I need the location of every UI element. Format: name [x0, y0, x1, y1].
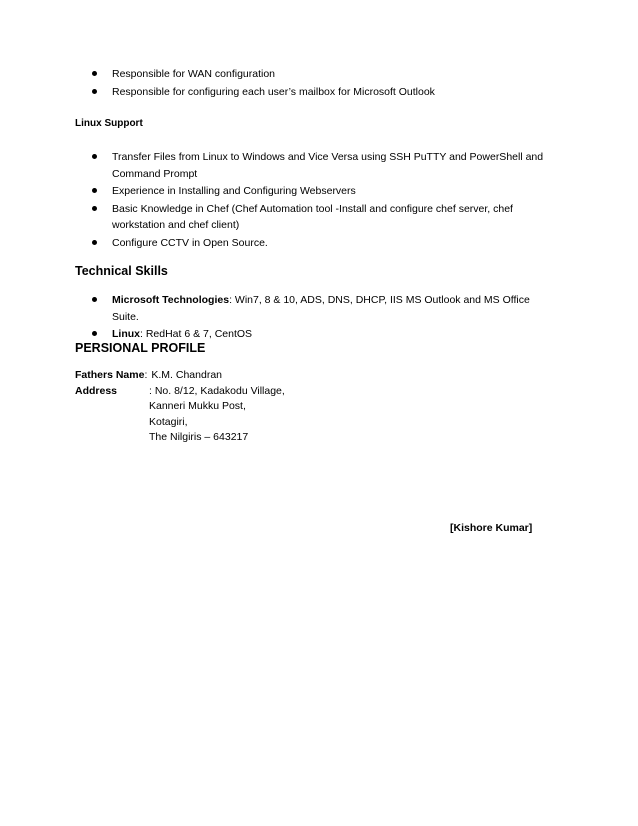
- fathers-name-value: K.M. Chandran: [151, 369, 222, 381]
- personal-profile-heading: PERSIONAL PROFILE: [75, 341, 206, 355]
- bullet-icon: [92, 188, 97, 193]
- skill-text: : Win7, 8 & 10, ADS, DNS, DHCP, IIS MS Outlook and MS Office Suite.: [112, 294, 530, 323]
- list-item: Basic Knowledge in Chef (Chef Automation tool -Install and configure chef server, chef workstation and chef client): [92, 201, 552, 234]
- bullet-icon: [92, 206, 97, 211]
- bullet-icon: [92, 331, 97, 336]
- bullet-icon: [92, 240, 97, 245]
- address-line: : No. 8/12, Kadakodu Village,: [149, 384, 285, 397]
- bullet-icon: [92, 71, 97, 76]
- list-item: [92, 292, 552, 325]
- address-line: Kanneri Mukku Post,: [149, 400, 246, 412]
- skill-text: : RedHat 6 & 7, CentOS: [140, 328, 253, 340]
- list-item: Configure CCTV in Open Source.: [92, 235, 552, 252]
- address-label: Address: [75, 384, 118, 397]
- fathers-name-row: Fathers Name : K.M. Chandran: [75, 368, 285, 384]
- linux-support-list: [92, 149, 552, 252]
- fathers-name-label: Fathers Name: [75, 369, 145, 381]
- personal-profile: [75, 368, 285, 446]
- skill-label: Microsoft Technologies: [112, 294, 230, 306]
- technical-skills-heading: Technical Skills: [75, 264, 168, 278]
- list-item: Transfer Files from Linux to Windows and Vice Versa using SSH PuTTY and PowerShell and Command Prompt: [92, 149, 552, 182]
- wan-bullet-list: [92, 66, 552, 101]
- bullet-icon: [92, 89, 97, 94]
- list-item: Responsible for configuring each user’s mailbox for Microsoft Outlook: [92, 84, 552, 101]
- address-line: The Nilgiris – 643217: [149, 431, 249, 443]
- address-continuation: [149, 399, 285, 446]
- linux-support-heading: Linux Support: [75, 118, 143, 129]
- bullet-icon: [92, 154, 97, 159]
- address-row: [75, 384, 285, 400]
- signature: [Kishore Kumar]: [450, 522, 533, 534]
- skill-label: Linux: [112, 328, 140, 340]
- address-line: Kotagiri,: [149, 415, 188, 428]
- technical-skills-list: [92, 292, 552, 344]
- bullet-icon: [92, 297, 97, 302]
- list-item: Experience in Installing and Configuring Webservers: [92, 183, 552, 200]
- list-item: Responsible for WAN configuration: [92, 66, 552, 83]
